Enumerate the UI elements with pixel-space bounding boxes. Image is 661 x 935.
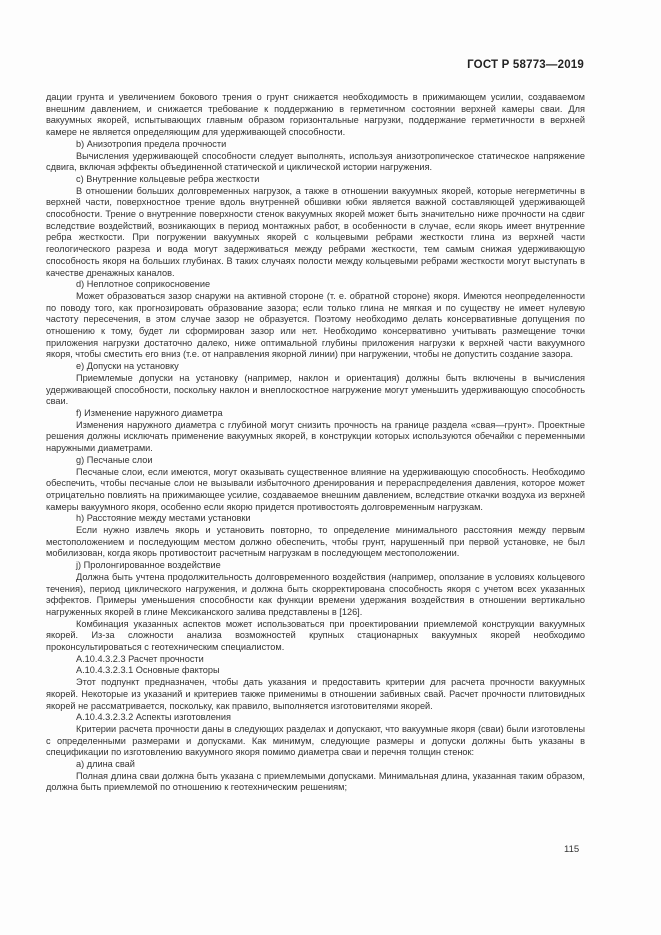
paragraph: Критерии расчета прочности даны в следующих разделах и допускают, что вакуумные якоря (сваи) были изготовлены с определенными размерами и допусками. Как минимум, следующие размеры и допуски должны быть указаны в спецификации по изготовлению вакуумного якоря помимо диаметра сваи и перечня толщин стенок: [46,723,585,758]
paragraph: Должна быть учтена продолжительность долговременного воздействия (например, оползание в условиях кольцевого течения), период циклического нагружения, и должна быть скорректирована способность якоря с учетом всех указанных эффектов. Примеры уменьшения способности как функции времени удержания воздействия в отношении вертикально нагруженных якорей в глине Мексиканского залива представлены в [126]. [46,571,585,617]
paragraph: Изменения наружного диаметра с глубиной могут снизить прочность на границе раздела «свая—грунт». Проектные решения должны исключать применение вакуумных якорей, в конструкции которых используются обечайки с переменными наружными диаметрами. [46,419,585,454]
paragraph: Если нужно извлечь якорь и установить повторно, то определение минимального расстояния между первым местоположением и последующим местом должно обеспечить, чтобы грунт, нарушенный при первой установке, не был мобилизован, когда якорь противостоит расчетным нагрузкам в последующем местоположении. [46,525,585,559]
section-heading: а) длина свай [76,759,135,770]
paragraph: Может образоваться зазор снаружи на активной стороне (т. е. обратной стороне) якоря. Имеются неопределенности по поводу того, как прогнозировать образование зазора; если только глина не мягкая и по существу не имеет нулевую частоту пересечения, в этом случае зазор не образуется. Поэтому необходимо делать консервативные допущения по отношению к тому, будет ли сформирован зазор или нет. Необходимо консервативно учитывать размещение точки приложения нагрузки достаточно далеко, ниже оптимальной глубины приложения нагрузки к верхней части вакуумного якоря, чтобы сместить его вниз (т.е. от направления якорной линии) при нагружении, чтобы не допустить создание зазора. [46,290,585,360]
document-body [46,92,585,794]
section-heading: А.10.4.3.2.3 Расчет прочности [76,653,204,664]
page-number: 115 [564,844,580,855]
section-heading: c) Внутренние кольцевые ребра жесткости [76,173,260,184]
paragraph: Приемлемые допуски на установку (например, наклон и ориентация) должны быть включены в вычисления удерживающей способности, поскольку наклон и внеплоскостное нагружение могут уменьшить удерживающую способность сваи. [46,372,585,407]
paragraph: В отношении больших долговременных нагрузок, а также в отношении вакуумных якорей, которые негерметичны в верхней части, поверхностное трение вдоль внутренней обшивки юбки является важной составляющей удерживающей способности. Трение о внутренние поверхности стенок вакуумных якорей может быть значительно ниже прочности на сдвиг вследствие воздействий, возникающих в период монтажных работ, в особенности в случае, если якорь имеет внутренние ребра жесткости. При погружении вакуумных якорей с кольцевыми ребрами жесткости глина из верхней части геологического разреза и вода могут задерживаться между ребрами жесткости, тем самым снижая удерживающую способность якоря на больших глубинах. В таких случаях полости между кольцевыми ребрами жесткости могут выступать в качестве дренажных каналов. [46,185,585,278]
section-heading: d) Неплотное соприкосновение [76,279,211,290]
paragraph: Комбинация указанных аспектов может использоваться при проектировании приемлемой конструкции вакуумных якорей. Из-за сложности анализа возможностей крупных стационарных вакуумных якорей необходимо проконсультироваться с геотехническим специалистом. [46,618,585,653]
section-heading: e) Допуски на установку [76,361,179,372]
paragraph: дации грунта и увеличением бокового трения о грунт снижается необходимость в прижимающем усилии, создаваемом внешним давлением, и снижается требование к поддержанию в герметичном состоянии верхней камеры сваи. Для вакуумных якорей, испытывающих главным образом горизонтальные нагрузки, поддержание герметичности в верхней камере не является определяющим для удерживающей способности. [46,92,585,138]
section-heading: b) Анизотропия предела прочности [76,138,227,149]
paragraph: Песчаные слои, если имеются, могут оказывать существенное влияние на удерживающую способность. Необходимо обеспечить, чтобы песчаные слои не вызывали избыточного дренирования и перераспределения давления, которое может отрицательно повлиять на прижимающее усилие, создаваемое внешним давлением, вследствие откачки воздуха из верхней камеры вакуумного якоря, особенно если якорю придется противостоять долговременным нагрузкам. [46,466,585,512]
section-heading: h) Расстояние между местами установки [76,513,251,524]
standard-header: ГОСТ Р 58773—2019 [467,59,584,71]
section-heading: А.10.4.3.2.3.1 Основные факторы [76,665,220,676]
section-heading: А.10.4.3.2.3.2 Аспекты изготовления [76,712,231,723]
section-heading: g) Песчаные слои [76,454,153,465]
section-heading: j) Пролонгированное воздействие [76,560,221,571]
paragraph: Полная длина сваи должна быть указана с приемлемыми допусками. Минимальная длина, указанная таким образом, должна быть приемлемой по отношению к геотехническим решениям; [46,770,585,793]
paragraph: Этот подпункт предназначен, чтобы дать указания и предоставить критерии для расчета прочности вакуумных якорей. Некоторые из указаний и критериев также применимы в отношении забивных свай. Расчет прочности плитовидных якорей не рассматривается, поскольку, как правило, выполняется изготовителями якорей. [46,677,585,711]
paragraph: Вычисления удерживающей способности следует выполнять, используя анизотропическое статическое напряжение сдвига, включая эффекты объединенной статической и циклической истории нагружения. [46,150,585,173]
section-heading: f) Изменение наружного диаметра [76,407,223,418]
